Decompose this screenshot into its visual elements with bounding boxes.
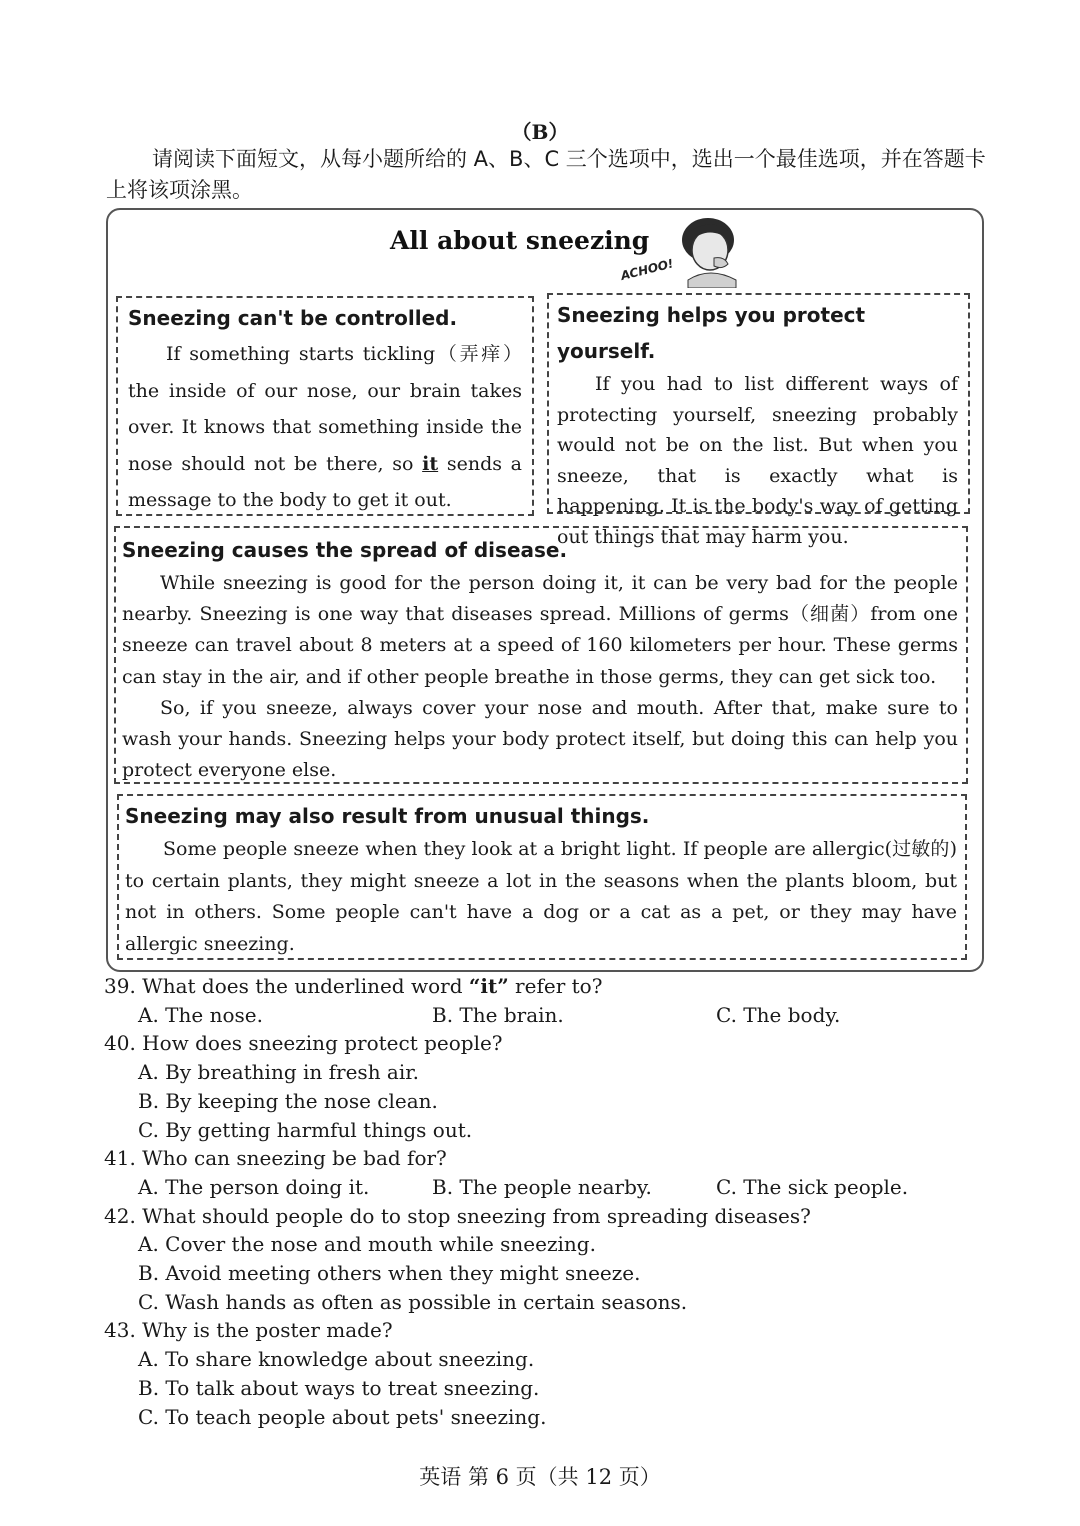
- question-41: [104, 1144, 984, 1201]
- question-39: [104, 972, 984, 1029]
- page-footer: 英语 第 6 页（共 12 页）: [419, 1465, 661, 1489]
- option-c[interactable]: C. To teach people about pets' sneezing.: [138, 1404, 547, 1429]
- question-40: [104, 1029, 984, 1144]
- question-stem: 39. What does the underlined word “it” refer to?: [104, 974, 603, 998]
- question-stem: 43. Why is the poster made?: [104, 1318, 393, 1343]
- question-43: [104, 1316, 984, 1431]
- question-stem: 42. What should people do to stop sneezing from spreading diseases?: [104, 1203, 811, 1228]
- sneezing-boy-illustration: [618, 218, 748, 288]
- option-a[interactable]: A. The person doing it.: [138, 1174, 370, 1199]
- section-2-heading: Sneezing helps you protect yourself.: [557, 303, 866, 363]
- instructions: 请阅读下面短文，从每小题所给的 A、B、C 三个选项中，选出一个最佳选项，并在答题卡上将该项涂黑。: [106, 147, 986, 202]
- option-c[interactable]: C. By getting harmful things out.: [138, 1117, 473, 1142]
- section-label: （B）: [511, 120, 569, 144]
- boy-shoulders: [688, 273, 736, 288]
- section-1-heading: Sneezing can't be controlled.: [128, 306, 458, 330]
- option-c[interactable]: C. Wash hands as often as possible in certain seasons.: [138, 1289, 688, 1314]
- section-3-paragraph-1: While sneezing is good for the person doing it, it can be very bad for the people nearby. Sneezing is one way that diseases spread. Millions of germs（细菌）from one sneeze can travel about 8 meters at a speed of 160 kilometers per hour. These germs can stay in the air, and if other people breathe in those germs, they can get sick too.: [122, 572, 958, 688]
- option-b[interactable]: B. The people nearby.: [432, 1174, 652, 1199]
- question-stem: 40. How does sneezing protect people?: [104, 1031, 503, 1056]
- section-2-text: If you had to list different ways of protecting yourself, sneezing probably would not be on the list. But when you sneeze, that is exactly what is happening. It is the body's way of getting out things that may harm you.: [557, 373, 958, 548]
- poster-section-4: [117, 794, 967, 960]
- option-c[interactable]: C. The sick people.: [716, 1174, 909, 1199]
- poster-section-1: [116, 296, 534, 516]
- section-1-text: If something starts tickling（弄痒）the inside of our nose, our brain takes over. It knows that something inside the nose should not be there, so it sends a message to the body to get it out.: [128, 343, 523, 511]
- section-4-heading: Sneezing may also result from unusual things.: [125, 804, 650, 828]
- option-a[interactable]: A. Cover the nose and mouth while sneezing.: [138, 1232, 596, 1257]
- section-3-heading: Sneezing causes the spread of disease.: [122, 538, 568, 562]
- underlined-word-it: it: [422, 452, 439, 475]
- option-a[interactable]: A. To share knowledge about sneezing.: [138, 1347, 535, 1372]
- question-stem: 41. Who can sneezing be bad for?: [104, 1146, 447, 1171]
- question-42: [104, 1202, 984, 1317]
- section-4-text: Some people sneeze when they look at a bright light. If people are allergic(过敏的) to certain plants, they might sneeze a lot in the seasons when the plants bloom, but not in others. Some people can't have a dog or a cat as a pet, or they may have allergic sneezing.: [125, 838, 957, 955]
- sneeze-sound-text: ACHOO!: [619, 256, 675, 283]
- section-3-paragraph-2: So, if you sneeze, always cover your nose and mouth. After that, make sure to wash your hands. Sneezing helps your body protect itself, but doing this can help you protect everyone else.: [122, 696, 958, 782]
- question-list: [104, 972, 984, 1431]
- poster-title: All about sneezing: [390, 226, 650, 255]
- option-b[interactable]: B. To talk about ways to treat sneezing.: [138, 1375, 540, 1400]
- option-b[interactable]: B. By keeping the nose clean.: [138, 1088, 438, 1113]
- option-a[interactable]: A. By breathing in fresh air.: [138, 1060, 419, 1085]
- option-b[interactable]: B. The brain.: [432, 1002, 564, 1027]
- option-c[interactable]: C. The body.: [716, 1002, 841, 1027]
- option-a[interactable]: A. The nose.: [138, 1002, 263, 1027]
- poster-section-3: [114, 526, 968, 784]
- option-b[interactable]: B. Avoid meeting others when they might sneeze.: [138, 1261, 641, 1286]
- poster-section-2: [547, 293, 970, 548]
